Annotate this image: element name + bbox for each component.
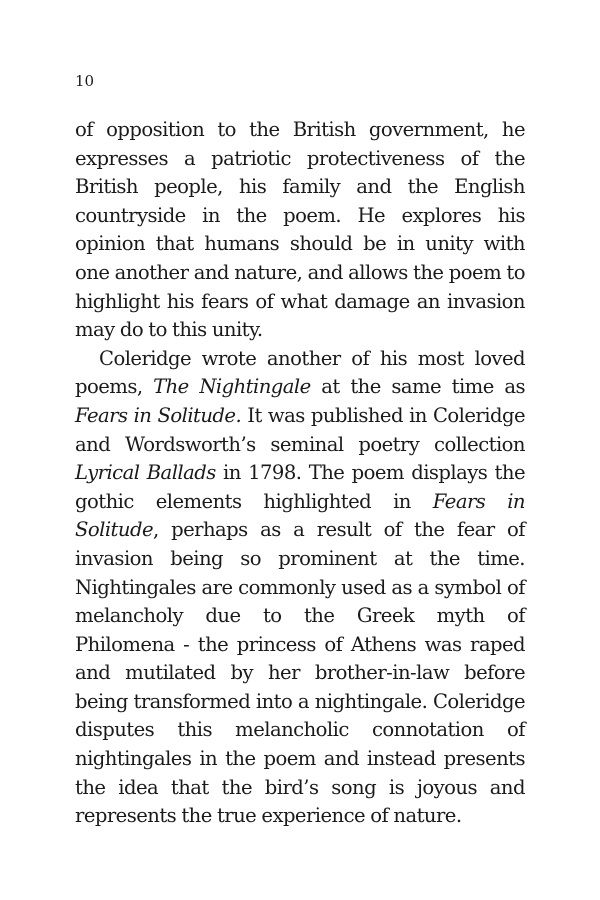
paragraph-text: It was published in Coleridge and Wordsworth’s seminal poetry collection bbox=[75, 403, 525, 456]
poem-title-fears-in-solitude: Fears in Solitude bbox=[75, 489, 525, 542]
body-text bbox=[75, 116, 525, 831]
paragraph-1 bbox=[75, 116, 525, 345]
paragraph-text: of opposition to the British government, he expresses a patriotic protectiveness of the British people, his family and the English countryside in the poem. He explores his opinion that humans should be in unity with one another and nature, and allows the poem to highlight his fears of what damage an invasion may do to this unity. bbox=[75, 118, 525, 342]
paragraph-2 bbox=[75, 345, 525, 831]
page-number: 10 bbox=[75, 72, 95, 90]
poem-title-fears-in-solitude: Fears in Solitude. bbox=[75, 403, 242, 427]
paragraph-text: Coleridge wrote another of his most loved poems, bbox=[75, 346, 525, 399]
paragraph-text: , perhaps as a result of the fear of invasion being so prominent at the time. Nightingales are commonly used as a symbol of melancholy due to the Greek myth of Philomena - the princess of Athens was raped and mutilated by her brother-in-law before being transformed into a nightingale. Coleridge disputes this melancholic connotation of nightingales in the poem and instead presents the idea that the bird’s song is joyous and represents the true experience of nature. bbox=[75, 518, 525, 828]
paragraph-text: at the same time as bbox=[310, 375, 525, 399]
collection-title-lyrical-ballads: Lyrical Ballads bbox=[75, 461, 216, 485]
poem-title-the-nightingale: The Nightingale bbox=[153, 375, 311, 399]
paragraph-text: in 1798. The poem displays the gothic elements highlighted in bbox=[75, 461, 525, 513]
